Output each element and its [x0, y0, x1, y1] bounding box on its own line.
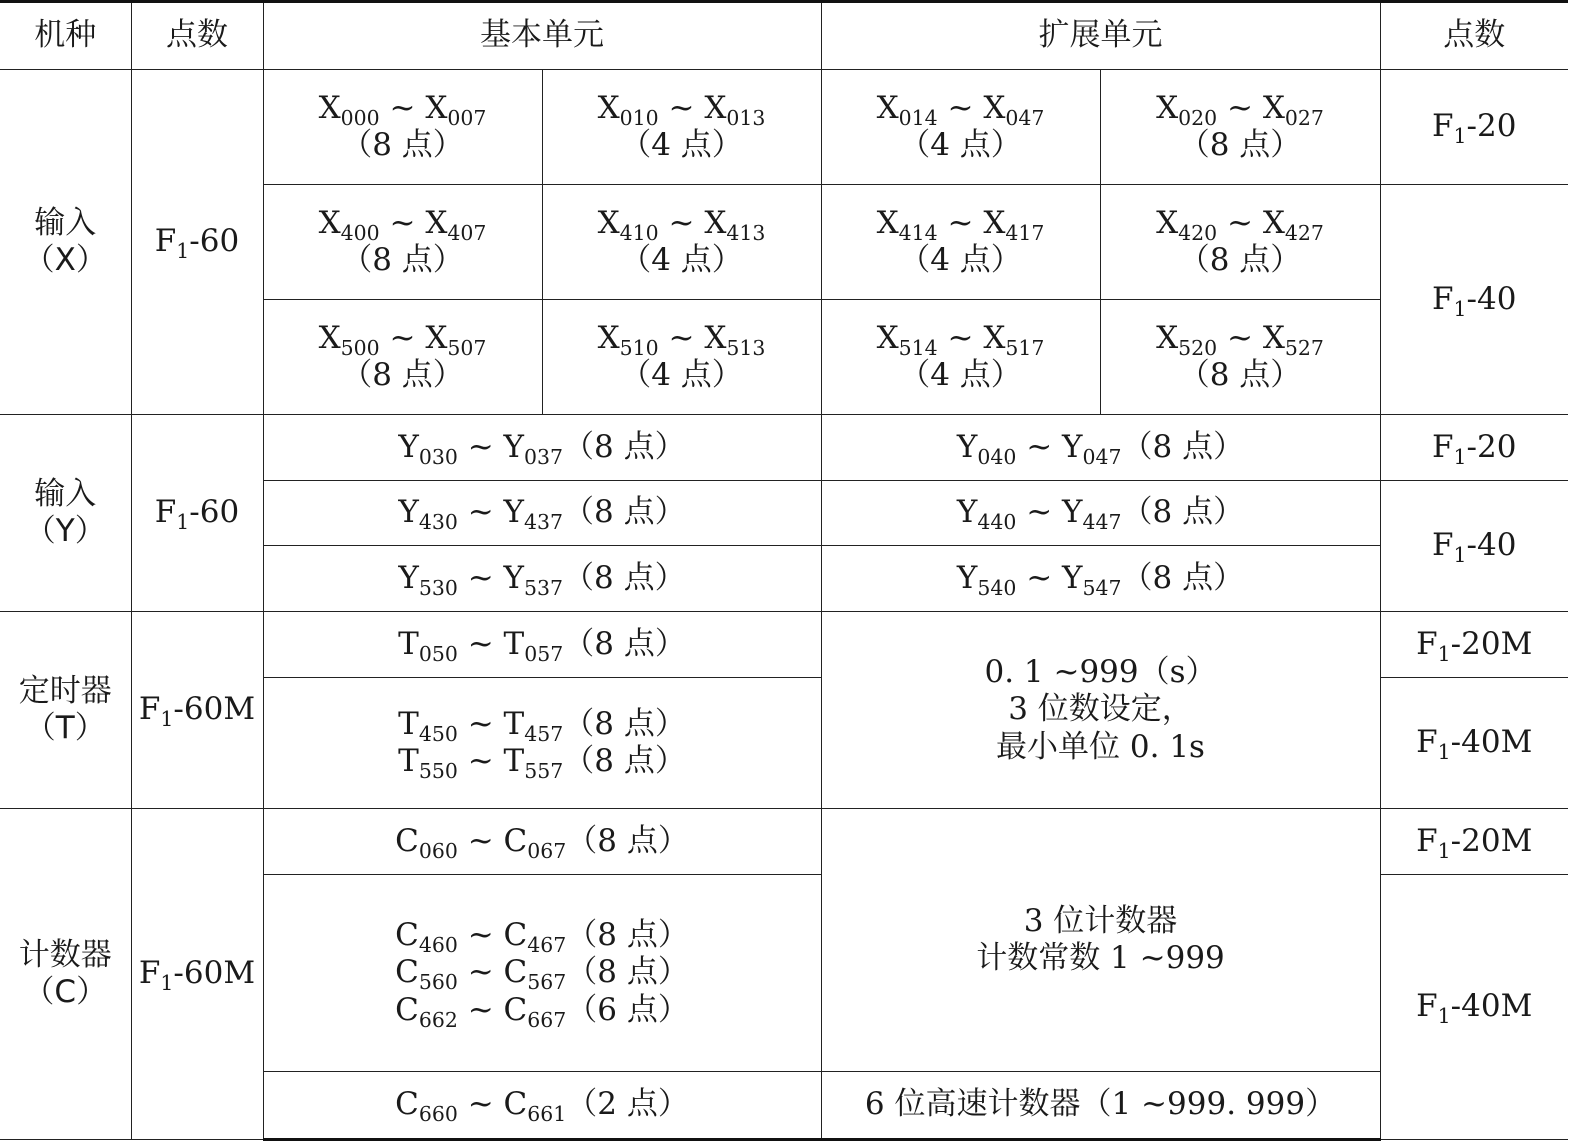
address-range-cell: $Y_{040}$ ~ $Y_{047}(8$ 点） [821, 415, 1380, 481]
header-row [0, 2, 1568, 70]
model-variant-cell: $F_1-40M$ [1380, 875, 1568, 1140]
address-range-cell: $X_{020}$ ~ $X_{027}$ （8 点） [1100, 70, 1380, 185]
header-points: 点数 [131, 2, 263, 70]
table-row [0, 809, 1568, 875]
category-symbol: （X） [23, 242, 107, 278]
timer-spec-cell: 0. 1 ~999（s） 3 位数设定， 最小单位 0. 1s [821, 612, 1380, 809]
address-range-cell: $Y_{540}$ ~ $Y_{547}(8$ 点） [821, 546, 1380, 612]
category-label: 定时器 [18, 672, 112, 709]
address-range-cell: $X_{400}$ ~ $X_{407}$ （8 点） [263, 185, 542, 300]
address-range-cell: $Y_{440}$ ~ $Y_{447}(8$ 点） [821, 481, 1380, 546]
header-basic-unit: 基本单元 [263, 2, 821, 70]
model-variant-cell: $F_1-40M$ [1380, 678, 1568, 809]
category-label: 输入 [34, 204, 97, 241]
address-range-cell: $Y_{030}$ ~ $Y_{037}(8$ 点） [263, 415, 821, 481]
counter-spec-cell: 3 位计数器 计数常数 1 ~999 [821, 809, 1380, 1072]
address-range-cell: $X_{500}$ ~ $X_{507}$ （8 点） [263, 300, 542, 415]
category-input-x [0, 70, 131, 415]
category-symbol: （T） [24, 710, 106, 746]
address-range-cell: $X_{414}$ ~ $X_{417}$ （4 点） [821, 185, 1100, 300]
category-symbol: （C） [23, 974, 108, 1010]
address-range-cell: $X_{000}$ ~ $X_{007}$ （8 点） [263, 70, 542, 185]
address-range-cell: $C_{460}$ ~ $C_{467}(8$ 点） $C_{560}$ ~ $C_{567}(8$ 点） $C_{662}$ ~ $C_{667}(6$ 点） [263, 875, 821, 1072]
address-range-cell: $X_{410}$ ~ $X_{413}$ （4 点） [542, 185, 821, 300]
category-symbol: （Y） [24, 513, 106, 549]
address-range-cell: $X_{510}$ ~ $X_{513}$ （4 点） [542, 300, 821, 415]
header-model: 机种 [0, 2, 131, 70]
address-range-cell: $X_{014}$ ~ $X_{047}$ （4 点） [821, 70, 1100, 185]
model-points-cell: $F_1-60$ [131, 415, 263, 612]
table-row [0, 612, 1568, 678]
high-speed-counter-cell: 6 位高速计数器（1 ~999. 999） [821, 1072, 1380, 1140]
category-counter [0, 809, 131, 1140]
model-points-cell: $F_1-60M$ [131, 809, 263, 1140]
model-variant-cell: $F_1-40$ [1380, 481, 1568, 612]
table-row [0, 70, 1568, 185]
table-row [0, 415, 1568, 481]
model-variant-cell: $F_1-20$ [1380, 415, 1568, 481]
category-timer [0, 612, 131, 809]
model-variant-cell: $F_1-20M$ [1380, 809, 1568, 875]
address-range-cell: $X_{420}$ ~ $X_{427}$ （8 点） [1100, 185, 1380, 300]
model-variant-cell: $F_1-20M$ [1380, 612, 1568, 678]
address-range-cell: $X_{010}$ ~ $X_{013}$ （4 点） [542, 70, 821, 185]
address-range-cell: $X_{520}$ ~ $X_{527}$ （8 点） [1100, 300, 1380, 415]
category-label: 计数器 [18, 936, 112, 973]
address-range-cell: $T_{050}$ ~ $T_{057}(8$ 点） [263, 612, 821, 678]
address-range-cell: $Y_{430}$ ~ $Y_{437}(8$ 点） [263, 481, 821, 546]
model-points-cell: $F_1-60$ [131, 70, 263, 415]
model-variant-cell: $F_1-20$ [1380, 70, 1568, 185]
address-range-cell: $Y_{530}$ ~ $Y_{537}(8$ 点） [263, 546, 821, 612]
header-expansion-unit: 扩展单元 [821, 2, 1380, 70]
header-points-right: 点数 [1380, 2, 1568, 70]
model-points-cell: $F_1-60M$ [131, 612, 263, 809]
category-input-y [0, 415, 131, 612]
address-range-cell: $T_{450}$ ~ $T_{457}(8$ 点） $T_{550}$ ~ $T_{557}(8$ 点） [263, 678, 821, 809]
address-range-cell: $X_{514}$ ~ $X_{517}$ （4 点） [821, 300, 1100, 415]
model-variant-cell: $F_1-40$ [1380, 185, 1568, 415]
address-range-cell: $C_{660}$ ~ $C_{661}(2$ 点） [263, 1072, 821, 1140]
category-label: 输入 [34, 475, 97, 512]
address-range-cell: $C_{060}$ ~ $C_{067}(8$ 点） [263, 809, 821, 875]
